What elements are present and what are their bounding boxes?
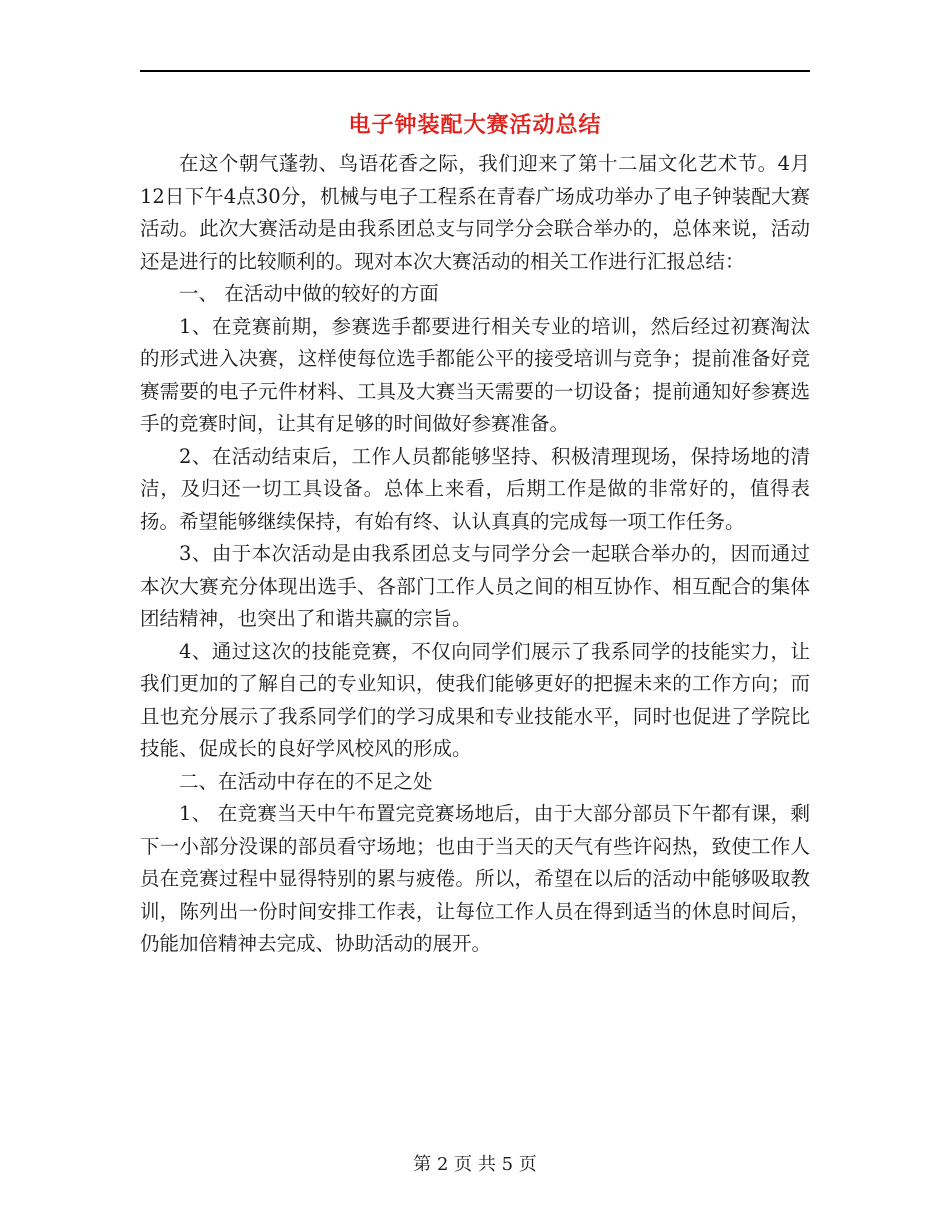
header-rule (140, 70, 810, 72)
page-number: 第 2 页 共 5 页 (413, 1154, 537, 1175)
section-heading-shortcomings: 二、在活动中存在的不足之处 (179, 769, 433, 793)
document-body (140, 148, 810, 961)
paragraph-shortcoming-1: 1、 在竞赛当天中午布置完竞赛场地后，由于大部分部员下午都有课，剩下一小部分没课的部员看守场地；也由于当天的天气有些许闷热，致使工作人员在竞赛过程中显得特别的累与疲倦。所以，希望在以后的活动中能够吸取教训，陈列出一份时间安排工作表，让每位工作人员在得到适当的休息时间后，仍能加倍精神去完成、协助活动的展开。 (140, 802, 810, 955)
paragraph-strength-1: 1、在竞赛前期，参赛选手都要进行相关专业的培训，然后经过初赛淘汰的形式进入决赛，这样使每位选手都能公平的接受培训与竞争；提前准备好竞赛需要的电子元件材料、工具及大赛当天需要的一切设备；提前通知好参赛选手的竞赛时间，让其有足够的时间做好参赛准备。 (140, 314, 810, 435)
paragraph-strength-2: 2、在活动结束后，工作人员都能够坚持、积极清理现场，保持场地的清洁，及归还一切工具设备。总体上来看，后期工作是做的非常好的，值得表扬。希望能够继续保持，有始有终、认认真真的完成每一项工作任务。 (140, 444, 810, 533)
paragraph-strength-3: 3、由于本次活动是由我系团总支与同学分会一起联合举办的，因而通过本次大赛充分体现出选手、各部门工作人员之间的相互协作、相互配合的集体团结精神，也突出了和谐共赢的宗旨。 (140, 542, 810, 630)
paragraph-intro: 在这个朝气蓬勃、鸟语花香之际，我们迎来了第十二届文化艺术节。4月12日下午4点30分，机械与电子工程系在青春广场成功举办了电子钟装配大赛活动。此次大赛活动是由我系团总支与同学分会联合举办的，总体来说，活动还是进行的比较顺利的。现对本次大赛活动的相关工作进行汇报总结： (140, 152, 810, 273)
section-heading-strengths: 一、 在活动中做的较好的方面 (179, 282, 439, 305)
document-title: 电子钟装配大赛活动总结 (348, 112, 602, 138)
paragraph-strength-4: 4、通过这次的技能竞赛，不仅向同学们展示了我系同学的技能实力，让我们更加的了解自己的专业知识，使我们能够更好的把握未来的工作方向；而且也充分展示了我系同学们的学习成果和专业技能水平，同时也促进了学院比技能、促成长的良好学风校风的形成。 (140, 639, 810, 760)
